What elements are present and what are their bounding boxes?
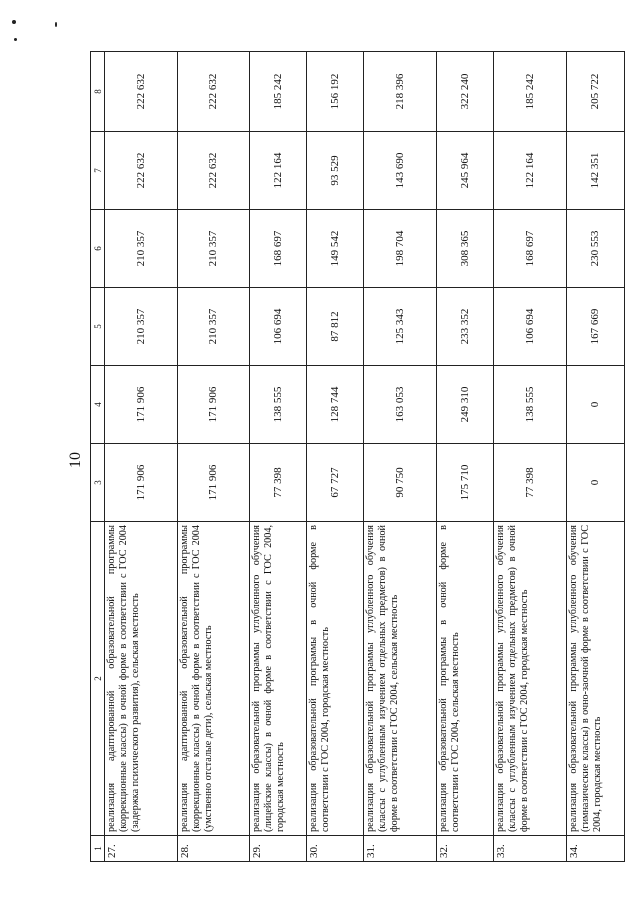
value-cell: 245 964 bbox=[436, 132, 493, 210]
table-row bbox=[436, 52, 493, 862]
col-header: 6 bbox=[91, 210, 105, 288]
value-cell: 0 bbox=[566, 444, 624, 522]
value-cell: 156 192 bbox=[307, 52, 364, 132]
value-cell: 0 bbox=[566, 366, 624, 444]
value-cell: 168 697 bbox=[250, 210, 307, 288]
col-header: 7 bbox=[91, 132, 105, 210]
row-description: реализация образовательной программы углубленного обучения (лицейские классы) в очной форме в соответствии с ГОС 2004, городская местность bbox=[250, 522, 307, 836]
col-header: 2 bbox=[91, 522, 105, 836]
value-cell: 171 906 bbox=[177, 366, 250, 444]
header-row bbox=[91, 52, 105, 862]
value-cell: 185 242 bbox=[494, 52, 567, 132]
value-cell: 171 906 bbox=[177, 444, 250, 522]
table-row bbox=[250, 52, 307, 862]
row-description: реализация образовательной программы углубленного обучения (классы с углубленным изучением отдельных предметов) в очной форме в соответствии с ГОС 2004, сельская местность bbox=[364, 522, 437, 836]
row-number: 30. bbox=[307, 836, 364, 862]
value-cell: 222 632 bbox=[105, 132, 178, 210]
table-row bbox=[494, 52, 567, 862]
table-row bbox=[566, 52, 624, 862]
value-cell: 128 744 bbox=[307, 366, 364, 444]
value-cell: 171 906 bbox=[105, 444, 178, 522]
value-cell: 249 310 bbox=[436, 366, 493, 444]
value-cell: 93 529 bbox=[307, 132, 364, 210]
value-cell: 142 351 bbox=[566, 132, 624, 210]
value-cell: 198 704 bbox=[364, 210, 437, 288]
value-cell: 90 750 bbox=[364, 444, 437, 522]
value-cell: 122 164 bbox=[494, 132, 567, 210]
page-number: 10 bbox=[67, 452, 84, 468]
scan-speck bbox=[14, 38, 17, 41]
table-row bbox=[364, 52, 437, 862]
value-cell: 122 164 bbox=[250, 132, 307, 210]
row-description: реализация адаптированной образовательной программы (коррекционные классы) в очной форме в соответствии с ГОС 2004 (умственно отсталые дети), сельская местность bbox=[177, 522, 250, 836]
value-cell: 222 632 bbox=[177, 132, 250, 210]
value-cell: 205 722 bbox=[566, 52, 624, 132]
value-cell: 308 365 bbox=[436, 210, 493, 288]
col-header: 4 bbox=[91, 366, 105, 444]
value-cell: 87 812 bbox=[307, 288, 364, 366]
scan-speck bbox=[12, 20, 16, 24]
table-row bbox=[105, 52, 178, 862]
value-cell: 222 632 bbox=[177, 52, 250, 132]
col-header: 1 bbox=[91, 836, 105, 862]
row-description: реализация адаптированной образовательной программы (коррекционные классы) в очной форме в соответствии с ГОС 2004 (задержка психического развития), сельская местность bbox=[105, 522, 178, 836]
value-cell: 138 555 bbox=[494, 366, 567, 444]
table-row bbox=[307, 52, 364, 862]
row-number: 33. bbox=[494, 836, 567, 862]
data-table bbox=[90, 51, 625, 862]
value-cell: 230 553 bbox=[566, 210, 624, 288]
row-number: 34. bbox=[566, 836, 624, 862]
value-cell: 171 906 bbox=[105, 366, 178, 444]
row-description: реализация образовательной программы углубленного обучения (классы с углубленным изучением отдельных предметов) в очной форме в соответствии с ГОС 2004, городская местность bbox=[494, 522, 567, 836]
value-cell: 210 357 bbox=[177, 288, 250, 366]
value-cell: 168 697 bbox=[494, 210, 567, 288]
col-header: 5 bbox=[91, 288, 105, 366]
value-cell: 218 396 bbox=[364, 52, 437, 132]
value-cell: 163 053 bbox=[364, 366, 437, 444]
value-cell: 210 357 bbox=[105, 210, 178, 288]
col-header: 3 bbox=[91, 444, 105, 522]
data-table-container bbox=[90, 52, 625, 862]
value-cell: 106 694 bbox=[494, 288, 567, 366]
value-cell: 210 357 bbox=[177, 210, 250, 288]
row-description: реализация образовательной программы в очной форме в соответствии с ГОС 2004, сельская местность bbox=[436, 522, 493, 836]
scan-speck bbox=[55, 22, 57, 27]
row-number: 31. bbox=[364, 836, 437, 862]
value-cell: 67 727 bbox=[307, 444, 364, 522]
col-header: 8 bbox=[91, 52, 105, 132]
row-number: 27. bbox=[105, 836, 178, 862]
value-cell: 185 242 bbox=[250, 52, 307, 132]
row-description: реализация образовательной программы в очной форме в соответствии с ГОС 2004, городская местность bbox=[307, 522, 364, 836]
value-cell: 143 690 bbox=[364, 132, 437, 210]
value-cell: 210 357 bbox=[105, 288, 178, 366]
value-cell: 322 240 bbox=[436, 52, 493, 132]
value-cell: 106 694 bbox=[250, 288, 307, 366]
row-number: 28. bbox=[177, 836, 250, 862]
value-cell: 125 343 bbox=[364, 288, 437, 366]
value-cell: 77 398 bbox=[494, 444, 567, 522]
value-cell: 149 542 bbox=[307, 210, 364, 288]
value-cell: 77 398 bbox=[250, 444, 307, 522]
value-cell: 222 632 bbox=[105, 52, 178, 132]
value-cell: 175 710 bbox=[436, 444, 493, 522]
value-cell: 167 669 bbox=[566, 288, 624, 366]
row-number: 32. bbox=[436, 836, 493, 862]
table-row bbox=[177, 52, 250, 862]
value-cell: 138 555 bbox=[250, 366, 307, 444]
row-description: реализация образовательной программы углубленного обучения (гимназические классы) в очно-заочной форме в соответствии с ГОС 2004, городская местность bbox=[566, 522, 624, 836]
row-number: 29. bbox=[250, 836, 307, 862]
value-cell: 233 352 bbox=[436, 288, 493, 366]
